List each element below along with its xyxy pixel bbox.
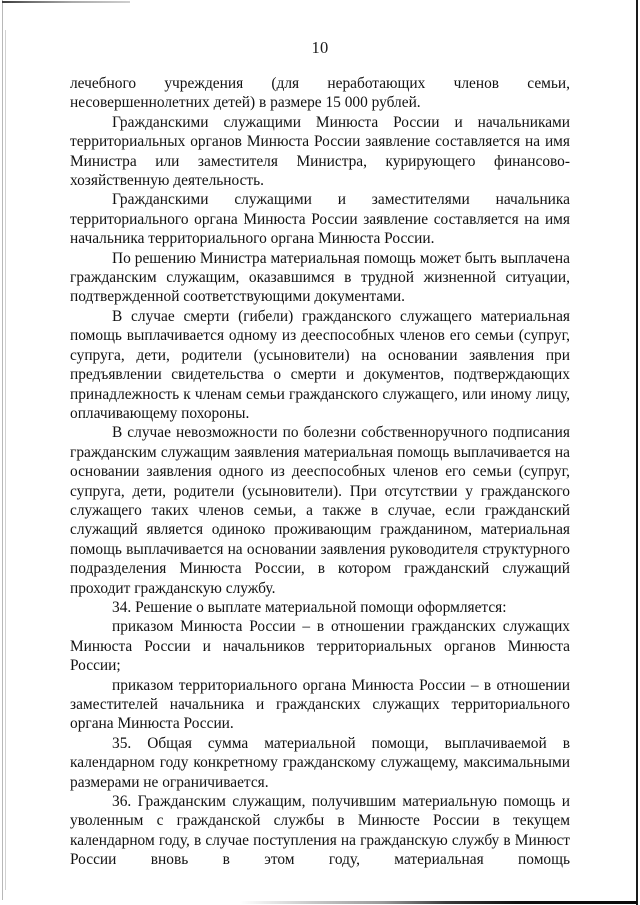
paragraph-p-prikazom-minyusta: приказом Минюста России – в отношении гражданских служащих Минюста России и начальников территориальных органов Минюста России; bbox=[70, 618, 570, 675]
scan-edge-bottom bbox=[240, 901, 637, 904]
scan-edge-right bbox=[636, 0, 638, 905]
paragraph-p-prikazom-territorialnogo: приказом территориального органа Минюста России – в отношении заместителей начальника и гражданских служащих территориального органа Минюста России. bbox=[70, 676, 570, 733]
paragraph-p-v-sluchae-nevozmozhnosti: В случае невозможности по болезни собственноручного подписания гражданским служащим заявления материальная помощь выплачивается на основании заявления одного из дееспособных членов его семьи (супруг, супруга, дети, родители (усыновители). При отсутствии у гражданского служащего таких членов семьи, а также в случае, если гражданский служащий является одиноко проживающим гражданином, материальная помощь выплачивается на основании заявления руководителя структурного подразделения Минюста России, в котором гражданский служащий проходит гражданскую службу. bbox=[70, 424, 570, 597]
paragraph-p-grazhdanskimi-sluzhashchimi-zamestitelyami: Гражданскими служащими и заместителями начальника территориального органа Минюста России заявление составляется на имя начальника территориального органа Минюста России. bbox=[70, 191, 570, 248]
page-number: 10 bbox=[311, 38, 329, 57]
paragraph-p-grazhdanskimi-sluzhashchimi-minyusta: Гражданскими служащими Минюста России и начальниками территориальных органов Минюста России заявление составляется на имя Министра или заместителя Министра, курирующего финансово-хозяйственную деятельность. bbox=[70, 113, 570, 190]
scan-edge-left bbox=[2, 0, 3, 900]
scan-edge-left-secondary bbox=[5, 30, 6, 890]
paragraph-p-po-resheniyu-ministra: По решению Министра материальная помощь может быть выплачена гражданским служащим, оказавшимся в трудной жизненной ситуации, подтвержденной соответствующими документами. bbox=[70, 249, 570, 306]
paragraph-p-v-sluchae-smerti: В случае смерти (гибели) гражданского служащего материальная помощь выплачивается одному из дееспособных членов его семьи (супруг, супруга, дети, родители (усыновители) на основании заявления при предъявлении свидетельства о смерти и документов, подтверждающих принадлежность к членам семьи гражданского служащего, или иному лицу, оплачивающему похороны. bbox=[70, 307, 570, 422]
paragraph-p-34: 34. Решение о выплате материальной помощи оформляется: bbox=[112, 598, 507, 616]
paragraph-p-36: 36. Гражданским служащим, получившим материальную помощь и уволенным с гражданской службы в Минюсте России в текущем календарном году, в случае поступления на гражданскую службу в Минюст России вновь в этом году, материальная помощь bbox=[70, 793, 570, 869]
paragraph-p-lechebnogo: лечебного учреждения (для неработающих членов семьи, несовершеннолетних детей) в размере 15 000 рублей. bbox=[70, 75, 570, 112]
scan-edge-top bbox=[2, 1, 130, 3]
document-body bbox=[70, 74, 570, 870]
paragraph-p-35: 35. Общая сумма материальной помощи, выплачиваемой в календарном году конкретному гражданскому служащему, максимальными размерами не ограничивается. bbox=[70, 734, 570, 791]
